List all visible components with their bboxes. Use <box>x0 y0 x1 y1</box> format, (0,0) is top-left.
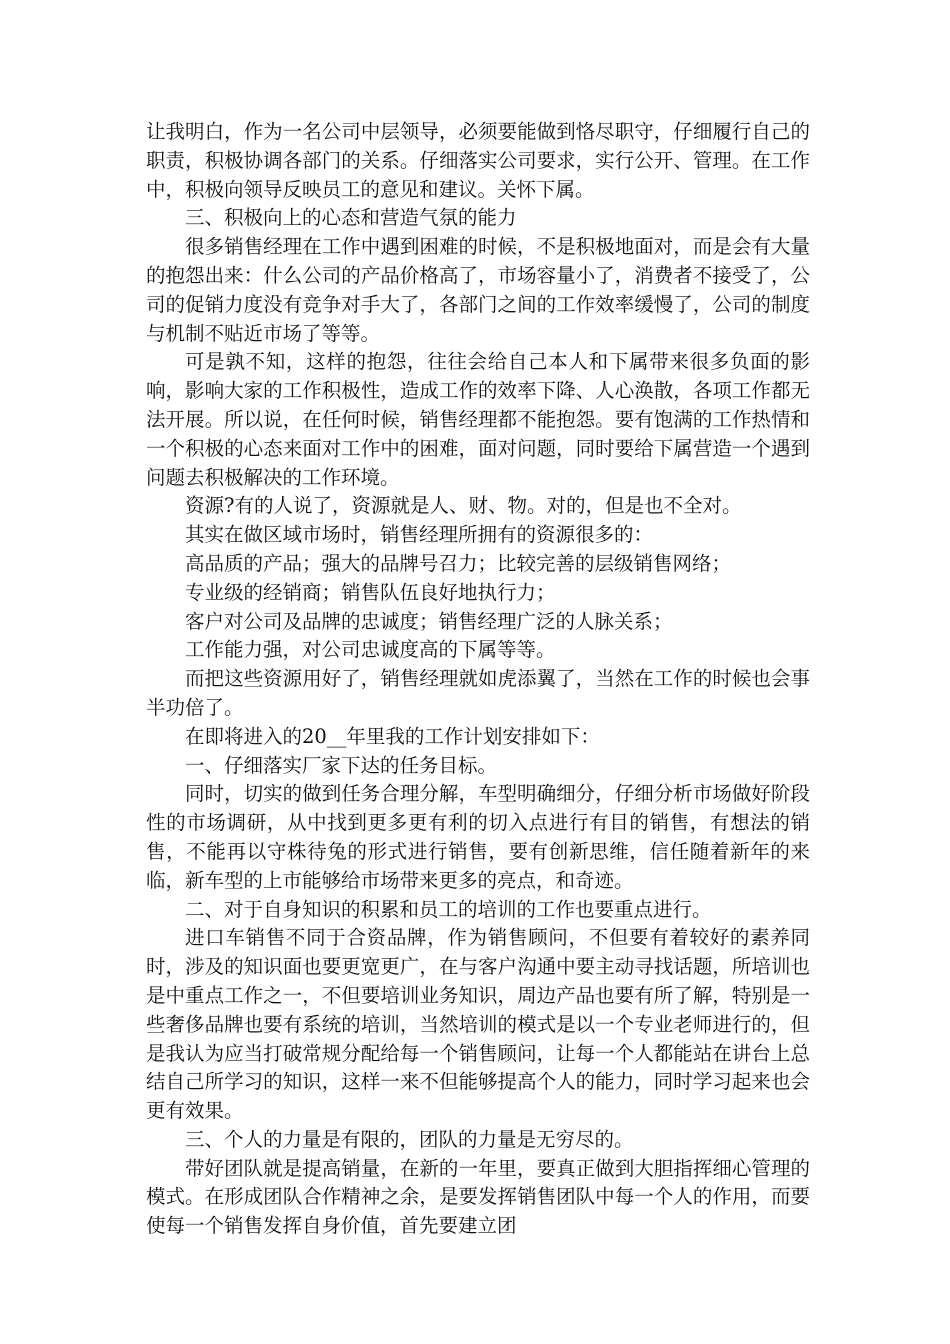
section-heading: 三、积极向上的心态和营造气氛的能力 <box>185 206 517 230</box>
list-item: 高品质的产品；强大的品牌号召力；比较完善的层级销售网络； <box>185 551 732 575</box>
paragraph: 很多销售经理在工作中遇到困难的时候，不是积极地面对，而是会有大量的抱怨出来：什么公司的产品价格高了，市场容量小了，消费者不接受了，公司的促销力度没有竞争对手大了，各部门之间的工作效率缓慢了，公司的制度与机制不贴近市场了等等。 <box>146 235 810 345</box>
paragraph: 可是孰不知，这样的抱怨，往往会给自己本人和下属带来很多负面的影响，影响大家的工作积极性，造成工作的效率下降、人心涣散，各项工作都无法开展。所以说，在任何时候，销售经理都不能抱怨。要有饱满的工作热情和一个积极的心态来面对工作中的困难，面对问题，同时要给下属营造一个遇到问题去积极解决的工作环境。 <box>146 350 810 489</box>
section-heading: 二、对于自身知识的积累和员工的培训的工作也要重点进行。 <box>185 897 712 921</box>
paragraph: 其实在做区域市场时，销售经理所拥有的资源很多的： <box>185 523 654 547</box>
paragraph: 带好团队就是提高销量，在新的一年里，要真正做到大胆指挥细心管理的模式。在形成团队合作精神之余，是要发挥销售团队中每一个人的作用，而要使每一个销售发挥自身价值，首先要建立团 <box>146 1156 810 1238</box>
section-heading: 三、个人的力量是有限的，团队的力量是无穷尽的。 <box>185 1127 634 1151</box>
paragraph: 在即将进入的20__年里我的工作计划安排如下： <box>185 724 600 748</box>
paragraph: 同时，切实的做到任务合理分解，车型明确细分，仔细分析市场做好阶段性的市场调研，从中找到更多更有利的切入点进行有目的销售，有想法的销售，不能再以守株待兔的形式进行销售，要有创新思维，信任随着新年的来临，新车型的上市能够给市场带来更多的亮点，和奇迹。 <box>146 782 810 892</box>
section-heading: 一、仔细落实厂家下达的任务目标。 <box>185 753 498 777</box>
document-body <box>146 118 810 1241</box>
list-item: 工作能力强，对公司忠诚度高的下属等等。 <box>185 638 556 662</box>
list-item: 客户对公司及品牌的忠诚度；销售经理广泛的人脉关系； <box>185 609 673 633</box>
paragraph: 资源?有的人说了，资源就是人、财、物。对的，但是也不全对。 <box>185 494 742 518</box>
list-item: 专业级的经销商；销售队伍良好地执行力； <box>185 580 556 604</box>
paragraph: 而把这些资源用好了，销售经理就如虎添翼了，当然在工作的时候也会事半功倍了。 <box>146 667 810 719</box>
paragraph: 进口车销售不同于合资品牌，作为销售顾问，不但要有着较好的素养同时，涉及的知识面也要更宽更广，在与客户沟通中要主动寻找话题，所培训也是中重点工作之一，不但要培训业务知识，周边产品也要有所了解，特别是一些奢侈品牌也要有系统的培训，当然培训的模式是以一个专业老师进行的，但是我认为应当打破常规分配给每一个销售顾问，让每一个人都能站在讲台上总结自己所学习的知识，这样一来不但能够提高个人的能力，同时学习起来也会更有效果。 <box>146 926 810 1123</box>
paragraph: 让我明白，作为一名公司中层领导，必须要能做到恪尽职守，仔细履行自己的职责，积极协调各部门的关系。仔细落实公司要求，实行公开、管理。在工作中，积极向领导反映员工的意见和建议。关怀下属。 <box>146 120 810 201</box>
